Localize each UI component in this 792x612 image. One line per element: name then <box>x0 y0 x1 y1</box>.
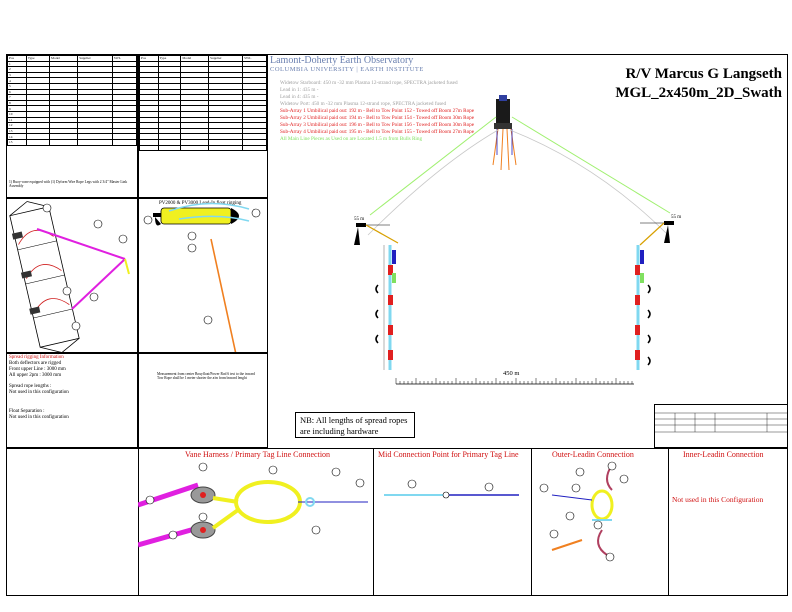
spread-line-1: Both deflectors are rigged <box>9 361 62 366</box>
rigging-note: Sub-Array 3 Umbilical paid out: 196 m - Bell to Tow Point 156 - Towed off Boom 30m Rope <box>280 122 475 128</box>
vane-rigging-diagram <box>7 199 137 352</box>
lead-in-float-panel <box>138 198 268 381</box>
parts-row: 6 <box>8 89 137 95</box>
orange-tow-rope <box>211 239 237 352</box>
parts-row: 8 <box>8 100 137 106</box>
lead-in-detail-panel <box>138 353 268 448</box>
parts-row: 4 <box>8 78 137 84</box>
parts-row: 7 <box>8 95 137 101</box>
parts-row: 3 <box>8 72 137 78</box>
ship-icon <box>493 95 516 170</box>
rigging-note: Sub-Array 4 Umbilical paid out: 195 m - Bell to Tow Point 155 - Towed off Boom 27m Rope <box>280 129 475 135</box>
float-sep-value: Not used in this configuration <box>9 415 69 420</box>
parts-table <box>6 54 138 198</box>
distance-label: 450 m <box>503 370 520 377</box>
section-title-outer-leadin: Outer-Leadin Connection <box>552 450 634 459</box>
section-title-inner-leadin: Inner-Leadin Connection <box>683 450 764 459</box>
title-block <box>654 404 788 448</box>
parts-row: 2 <box>8 67 137 73</box>
nb-line-2: are including hardware <box>300 426 379 436</box>
parts-row: 9 <box>8 106 137 112</box>
left-tow-label: 55 m <box>354 217 365 222</box>
right-tow-label: 55 m <box>671 215 682 220</box>
parts-footnote: 1) Buoy-cone equipped with (1) Dyform Wire Rope Legs with 2 3/4" Master Link Assembly <box>9 180 128 189</box>
parts-row: 13 <box>8 128 137 134</box>
spread-line-3: All upper 2pm : 3000 mm <box>9 373 62 378</box>
spread-line-2: Front upper Line : 3000 mm <box>9 367 66 372</box>
spread-rope-label: Spread rope lengths : <box>9 384 52 389</box>
spread-info-panel <box>6 353 138 448</box>
parts-row: 12 <box>8 123 137 129</box>
inner-leadin-note: Not used in this Configuration <box>672 495 764 504</box>
float-sep-label: Float Separation : <box>9 409 45 414</box>
lead-in-caption: Measurement from center Bouyfloat/Power Rod 6 test to the inward Tow Rope shall be 1 meter shorter the a/m from/inward lenght <box>157 372 255 381</box>
parts-row: 5 <box>8 83 137 89</box>
parts-row: 14 <box>8 134 137 140</box>
lead-in-float-diagram <box>139 199 267 352</box>
rigging-note: All Main Line Pieces as Used on are Located 1.5 m from Bulls Ring <box>280 136 423 142</box>
ldeo-logo-line2: COLUMBIA UNIVERSITY | EARTH INSTITUTE <box>270 66 424 73</box>
parts-row: 11 <box>8 117 137 123</box>
parts-row: 15 <box>8 139 137 145</box>
rigging-note: Widetow Port: 450 m -32 mm Plasma 12-strand rope, SPECTRA jacketed fused <box>280 101 447 107</box>
ldeo-logo-line1: Lamont-Doherty Earth Observatory <box>270 55 414 66</box>
config-title: MGL_2x450m_2D_Swath <box>615 85 782 101</box>
rigging-note: Lead in 4: 435 m - <box>280 94 319 100</box>
parts-row: 10 <box>8 111 137 117</box>
spread-rope-value: Not used in this configuration <box>9 390 69 395</box>
vessel-title: R/V Marcus G Langseth <box>625 66 782 82</box>
rigging-note: Sub-Array 2 Umbilical paid out: 194 m - Bell to Tow Point 154 - Towed off Boom 30m Rope <box>280 115 475 121</box>
magenta-rope <box>37 229 125 259</box>
tow-diagram <box>268 95 768 400</box>
parts-row: 1 <box>8 61 137 67</box>
section-title-mid-connection: Mid Connection Point for Primary Tag Line <box>378 450 519 459</box>
mid-connection-diagram <box>374 460 531 596</box>
outer-leadin-diagram <box>532 460 668 596</box>
nb-line-1: NB: All lengths of spread ropes <box>300 415 408 425</box>
parts-table-grid: Pos Type Model Supplier SWL 1 2 3 4 5 6 7 8 9 10 11 12 13 14 15 <box>7 55 137 146</box>
title-block-grid <box>655 405 787 447</box>
notes-table <box>138 54 268 198</box>
rigging-note: Sub-Array 1 Umbilical paid out: 192 m - Bell to Tow Point 152 - Towed off Boom 27m Rope <box>280 108 475 114</box>
lead-in-title: PV2000 & PV3000 Lead-In float rigging <box>159 201 242 206</box>
spread-title: Spread rigging Information <box>9 355 64 360</box>
vane-rigging-panel <box>6 198 138 353</box>
section-title-vane-harness: Vane Harness / Primary Tag Line Connection <box>185 450 331 459</box>
vane-body-outline <box>10 207 79 348</box>
notes-row <box>140 145 267 151</box>
rigging-note: Widetow Starboard: 450 m -32 mm Plasma 12-strand rope, SPECTRA jacketed fused <box>280 80 458 86</box>
notes-table-grid: Pos Type Model Supplier SWL <box>139 55 267 151</box>
vane-harness-diagram <box>138 460 373 596</box>
rigging-note: Lead in 1: 435 m - <box>280 87 319 93</box>
nb-box <box>295 412 415 438</box>
